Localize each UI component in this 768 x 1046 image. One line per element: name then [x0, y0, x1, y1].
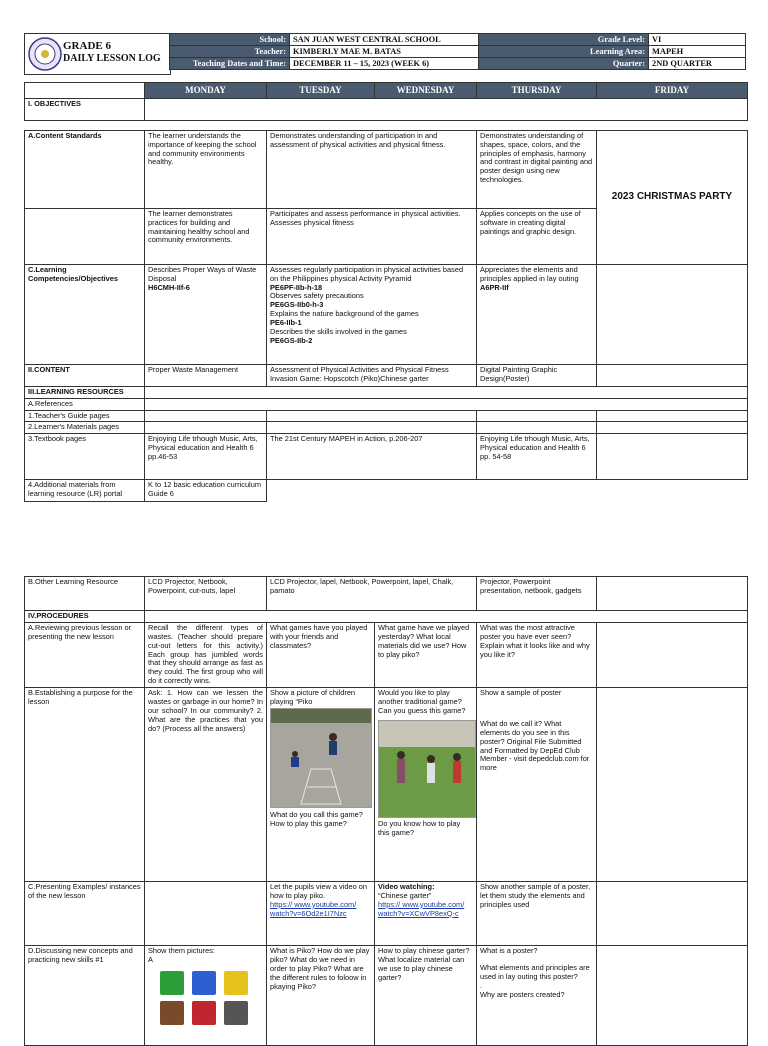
purpose-wed-text-2: Do you know how to play this game?: [378, 818, 461, 837]
learning-area-value: MAPEH: [649, 46, 746, 58]
dates-label: Teaching Dates and Time:: [170, 58, 290, 70]
day-wednesday: WEDNESDAY: [375, 83, 477, 99]
lc-tue-code-2: PE6GS-IIb0-h-3: [270, 300, 324, 310]
learning-resources-label: III.LEARNING RESOURCES: [25, 386, 145, 398]
deped-seal-icon: [28, 37, 62, 71]
references-label: A.References: [25, 398, 145, 410]
waste-bins-picture: [148, 967, 258, 1025]
purpose-tue-text-2: What do you call this game? How to play this game?: [270, 809, 363, 828]
school-logo-box: [24, 33, 171, 75]
discussing-thu-text-1: What is a poster?: [480, 946, 538, 955]
other-resources-label: B.Other Learning Resource: [25, 577, 145, 611]
lc-tue-text-2: Observes safety precautions: [270, 291, 364, 301]
learning-competencies-tue-wed: [267, 264, 477, 364]
lc-tue-text-4: Describes the skills involved in the games: [270, 326, 407, 336]
lc-tue-code-3: PE6-IIb-1: [270, 318, 302, 328]
day-tuesday: TUESDAY: [267, 83, 375, 99]
lc-tue-code-1: PE6PF-IIb-h-18: [270, 282, 323, 292]
lc-mon-text: Describes Proper Ways of Waste Disposal: [148, 264, 257, 283]
content-standards-mon: The learner understands the importance of keeping the school and community environments healthy.: [145, 130, 267, 208]
document-type: DAILY LESSON LOG: [63, 53, 161, 64]
presenting-wed-title: Video watching:: [378, 882, 435, 891]
presenting-tue: [267, 882, 375, 946]
presenting-thu: Show another sample of a poster, let them study the elements and principles used: [477, 882, 597, 946]
learning-area-label: Learning Area:: [479, 46, 649, 58]
day-thursday: THURSDAY: [477, 83, 597, 99]
content-label: II.CONTENT: [25, 364, 145, 386]
lc-mon-code: H6CMH-IIf-6: [148, 282, 190, 292]
purpose-wed-text-1: Would you like to play another traditional game? Can you guess this game?: [378, 688, 466, 715]
content-mon: Proper Waste Management: [145, 364, 267, 386]
teachers-guide-label: 1.Teacher's Guide pages: [25, 410, 145, 422]
lc-thu-text: Appreciates the elements and principles applied in lay outing: [480, 264, 579, 283]
grade-level-value: VI: [649, 34, 746, 46]
discussing-thu: What is a poster? What elements and principles are used in lay outing this poster? . Why are posters created?: [477, 946, 597, 1046]
review-thu: What was the most attractive poster you have ever seen? Explain what it looks like and why you like it?: [477, 622, 597, 687]
procedures-label: IV.PROCEDURES: [25, 611, 145, 623]
quarter-label: Quarter:: [479, 58, 649, 70]
performance-standards-thu: Applies concepts on the use of software in creating digital paintings and graphic design.: [477, 208, 597, 264]
content-standards-tue-wed: Demonstrates understanding of participation in and assessment of physical activities and physical fitness.: [267, 130, 477, 208]
textbook-tue-wed: The 21st Century MAPEH in Action, p.206-207: [267, 434, 477, 480]
purpose-thu: [477, 688, 597, 882]
textbook-thu: Enjoying Life trhough Music, Arts, Physical education and Health 6 pp. 54-58: [477, 434, 597, 480]
school-label: School:: [170, 34, 290, 46]
objectives-heading: I. OBJECTIVES: [25, 98, 145, 120]
discussing-thu-text-2: What elements and principles are used in lay outing this poster?: [480, 962, 590, 981]
review-wed: What game have we played yesterday? What local materials did we use? How to play piko?: [375, 622, 477, 687]
additional-materials-mon: K to 12 basic education curriculum Guide 6: [145, 480, 267, 502]
lc-tue-code-4: PE6GS-IIb-2: [270, 335, 313, 345]
chinese-garter-photo: [378, 720, 476, 818]
discussing-mon-text: Show them pictures:: [148, 946, 215, 955]
discussing-mon-label-a: A: [148, 954, 153, 964]
day-monday: MONDAY: [145, 83, 267, 99]
learning-competencies-thu: [477, 264, 597, 364]
other-resources-mon: LCD Projector, Netbook, Powerpoint, cut-outs, lapel: [145, 577, 267, 611]
teacher-value: KIMBERLY MAE M. BATAS: [290, 46, 479, 58]
review-mon: Recall the different types of wastes. (Teacher should prepare cut-out letters for this activity.) Each group has jumbled words that they should arrange as fast as they could. The first group who will do it correctly wins.: [145, 622, 267, 687]
other-resources-tue-wed: LCD Projector, lapel, Netbook, Powerpoint, lapel, Chalk, pamato: [267, 577, 477, 611]
performance-standards-tue-wed: Participates and assess performance in physical activities. Assesses physical fitness: [267, 208, 477, 264]
piko-video-link[interactable]: https:// www.youtube.com/ watch?v=6Od2e1I7Nzc: [270, 899, 357, 918]
other-resources-thu: Projector, Powerpoint presentation, netbook, gadgets: [477, 577, 597, 611]
grade-title: GRADE 6: [63, 40, 111, 52]
presenting-wed: [375, 882, 477, 946]
christmas-party-note: 2023 CHRISTMAS PARTY: [611, 191, 733, 203]
purpose-thu-text-1: Show a sample of poster: [480, 688, 562, 697]
presenting-tue-text: Let the pupils view a video on how to play piko.: [270, 882, 367, 900]
grade-level-label: Grade Level:: [479, 34, 649, 46]
learning-competencies-mon: [145, 264, 267, 364]
lc-tue-text-3: Explains the nature background of the games: [270, 309, 419, 319]
discussing-wed: How to play chinese garter? What localize material can we use to play chinese garter?: [375, 946, 477, 1046]
quarter-value: 2ND QUARTER: [649, 58, 746, 70]
purpose-label: B.Establishing a purpose for the lesson: [25, 688, 145, 882]
lc-tue-text-1: Assesses regularly participation in physical activities based on the Philippines physical Activity Pyramid: [270, 264, 464, 283]
discussing-label: D.Discussing new concepts and practicing new skills #1: [25, 946, 145, 1046]
content-standards-thu: Demonstrates understanding of shapes, space, colors, and the principles of emphasis, harmony and contrast in digital painting and poster design using new technologies.: [477, 130, 597, 208]
purpose-tue-text-1: Show a picture of children playing “Piko: [270, 688, 356, 706]
learners-materials-label: 2.Learner's Materials pages: [25, 422, 145, 434]
presenting-wed-text: “Chinese garter”: [378, 890, 432, 900]
performance-standards-mon: The learner demonstrates practices for building and maintaining healthy school and community environments.: [145, 208, 267, 264]
friday-merged-cell: [597, 130, 748, 264]
header-info-table: [169, 33, 746, 70]
discussing-mon: [145, 946, 267, 1046]
review-tue: What games have you played with your friends and classmates?: [267, 622, 375, 687]
purpose-tue: [267, 688, 375, 882]
content-tue-wed: Assessment of Physical Activities and Physical Fitness Invasion Game: Hopscotch (Piko)Chinese garter: [267, 364, 477, 386]
presenting-examples-label: C.Presenting Examples/ instances of the new lesson: [25, 882, 145, 946]
textbook-label: 3.Textbook pages: [25, 434, 145, 480]
purpose-mon: Ask: 1. How can we lessen the wastes or garbage in our home? In our school? In our community? 2. What are the practices that you do? (Process all the answers): [145, 688, 267, 882]
lesson-log-table-1: [24, 82, 748, 502]
learning-competencies-label: C.Learning Competencies/Objectives: [25, 264, 145, 364]
hopscotch-photo: [270, 708, 372, 808]
teacher-label: Teacher:: [170, 46, 290, 58]
discussing-tue: What is Piko? How do we play piko? What do we need in order to play Piko? What are the different rules to foloow in pkaying Piko?: [267, 946, 375, 1046]
day-header-row: [25, 83, 748, 99]
purpose-wed: [375, 688, 477, 882]
review-label: A.Reviewing previous lesson or presenting the new lesson: [25, 622, 145, 687]
lc-thu-code: A6PR-IIf: [480, 282, 509, 292]
day-friday: FRIDAY: [597, 83, 748, 99]
content-thu: Digital Painting Graphic Design(Poster): [477, 364, 597, 386]
textbook-mon: Enjoying Life trhough Music, Arts, Physical education and Health 6 pp.46-53: [145, 434, 267, 480]
additional-materials-label: 4.Additional materials from learning resource (LR) portal: [25, 480, 145, 502]
lesson-log-table-2: [24, 576, 748, 1046]
school-value: SAN JUAN WEST CENTRAL SCHOOL: [290, 34, 479, 46]
dates-value: DECEMBER 11 – 15, 2023 (WEEK 6): [290, 58, 479, 70]
chinese-garter-video-link[interactable]: https:// www.youtube.com/ watch?v=XCwVP8exQ-c: [378, 899, 465, 918]
content-standards-label: A.Content Standards: [25, 130, 145, 208]
discussing-thu-text-3: Why are posters created?: [480, 989, 565, 999]
purpose-thu-text-2: What do we call it? What elements do you see in this poster? Original File Submitted and Formatted by DepEd Club Member - visit depedclub.com for more: [480, 718, 590, 773]
